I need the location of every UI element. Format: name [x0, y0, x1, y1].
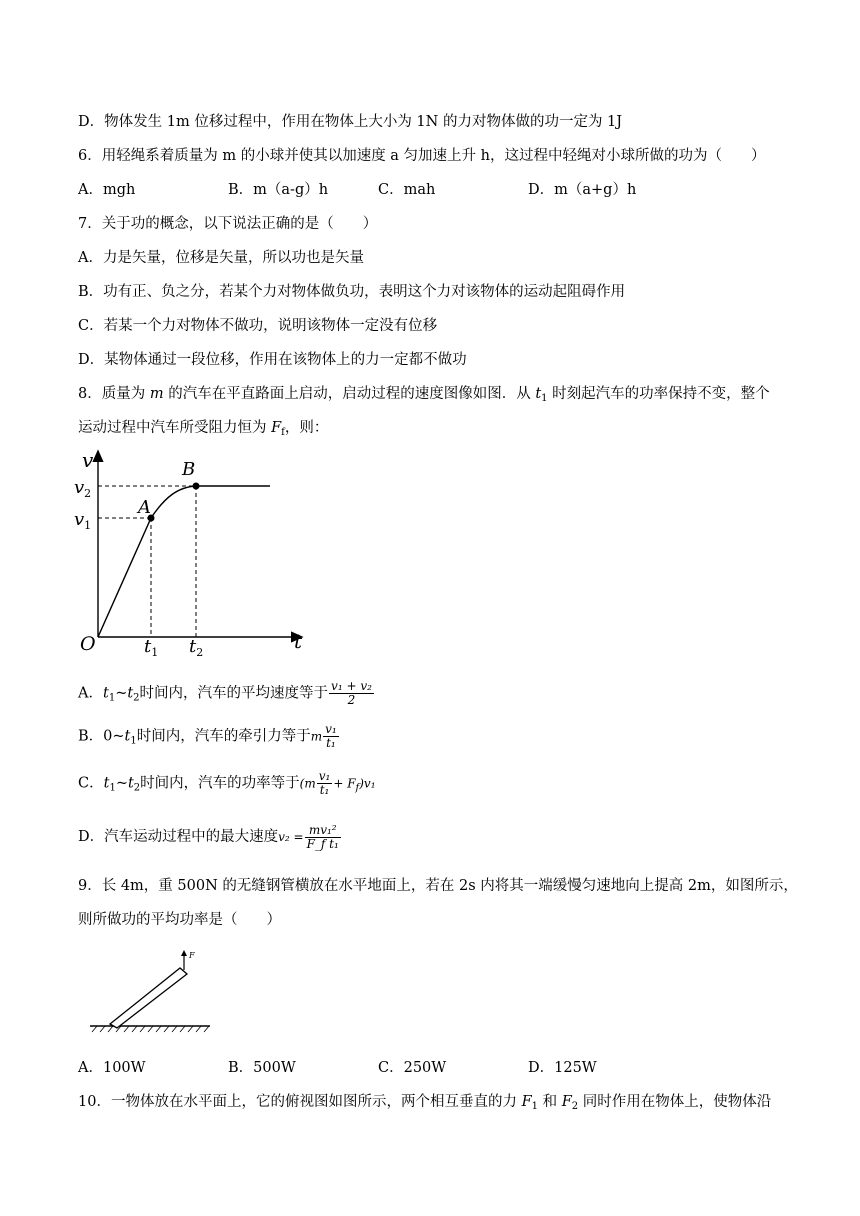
- label-t: t: [294, 629, 303, 653]
- q8-option-a: A．$t_1\sim t_2$时间内，汽车的平均速度等于 $\frac{\text{v₁ + v₂}}{2}$: [78, 679, 372, 707]
- steel-pipe: [110, 968, 187, 1028]
- q8-velocity-time-graph: [70, 445, 320, 660]
- q6-option-a: A．mgh: [78, 182, 136, 198]
- q8-stem-line1: 8．质量为 m 的汽车在平直路面上启动，启动过程的速度图像如图．从 $t_1$ 时刻起汽车的功率保持不变，整个: [78, 386, 770, 404]
- q10-stem: 10．一物体放在水平面上，它的俯视图如图所示，两个相互垂直的力 $F_1$ 和 $F_2$ 同时作用在物体上，使物体沿: [78, 1094, 772, 1112]
- label-a: A: [138, 497, 151, 518]
- q9-option-b: B．500W: [228, 1060, 296, 1076]
- q8-option-b: B．$0\sim t_1$时间内，汽车的牵引力等于m $\frac{\text{v₁}}{\text{t₁}}$: [78, 722, 337, 750]
- q9-stem-line1: 9．长 4m，重 500N 的无缝钢管横放在水平地面上，若在 2s 内将其一端缓慢匀速地向上提高 2m，如图所示，: [78, 878, 798, 894]
- q8-option-d: D．汽车运动过程中的最大速度v₂ = $\frac{\text{mv₁²}}{\text{F\_f t₁}}$: [78, 822, 339, 851]
- q6-option-b: B．m（a-g）h: [228, 182, 329, 198]
- label-b: B: [182, 459, 196, 480]
- q9-stem-line2: 则所做功的平均功率是（ ）: [78, 912, 281, 928]
- label-t2: $t_2$: [189, 636, 204, 659]
- q6-option-d: D．m（a+g）h: [528, 182, 637, 198]
- q7-option-b: B．功有正、负之分，若某个力对物体做负功，表明这个力对该物体的运动起阻碍作用: [78, 284, 626, 300]
- label-v2: $v_2$: [74, 477, 92, 500]
- label-t1: $t_1$: [144, 636, 159, 659]
- q9-option-c: C．250W: [378, 1060, 447, 1076]
- q9-option-d: D．125W: [528, 1060, 597, 1076]
- point-b: [193, 483, 200, 490]
- q6-stem: 6．用轻绳系着质量为 m 的小球并使其以加速度 a 匀加速上升 h，这过程中轻绳对小球所做的功为（ ）: [78, 148, 766, 164]
- q8-option-c: C．$t_1\sim t_2$时间内，汽车的功率等于(m $\frac{\text{v₁}}{\text{t₁}}$ + $F_f)v_1$: [78, 769, 376, 797]
- label-v1: $v_1$: [74, 509, 92, 532]
- force-label: F: [189, 951, 195, 960]
- q7-option-c: C．若某一个力对物体不做功，说明该物体一定没有位移: [78, 318, 438, 334]
- label-o: O: [80, 633, 96, 655]
- q7-stem: 7．关于功的概念，以下说法正确的是（ ）: [78, 216, 378, 232]
- q6-option-c: C．mah: [378, 182, 436, 198]
- q7-option-a: A．力是矢量，位移是矢量，所以功也是矢量: [78, 250, 364, 266]
- q8-stem-line2: 运动过程中汽车所受阻力恒为 $F_f$，则：: [78, 420, 329, 438]
- ground-hatching: [92, 1026, 209, 1032]
- q7-option-d: D．某物体通过一段位移，作用在该物体上的力一定都不做功: [78, 352, 467, 368]
- velocity-curve: [98, 486, 270, 637]
- q9-option-a: A．100W: [78, 1060, 146, 1076]
- q5-option-d: D．物体发生 1m 位移过程中，作用在物体上大小为 1N 的力对物体做的功一定为 1J: [78, 114, 623, 130]
- q9-steel-pipe-figure: [88, 948, 218, 1034]
- label-v: v: [82, 448, 94, 472]
